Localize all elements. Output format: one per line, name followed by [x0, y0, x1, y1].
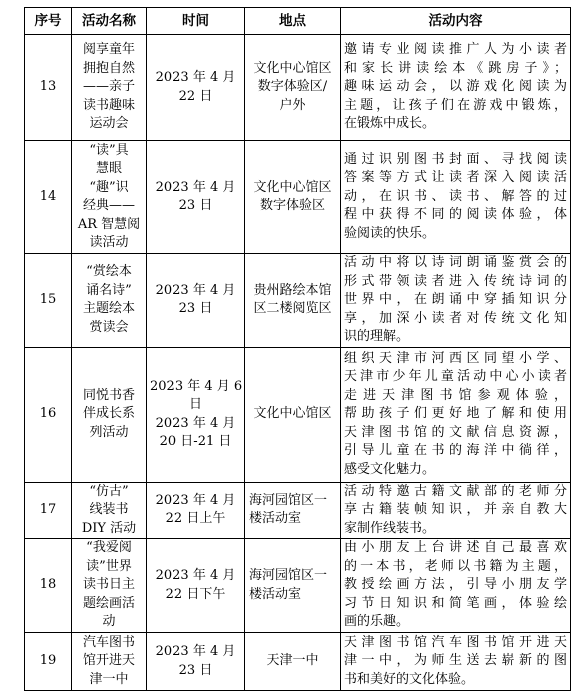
- cell-no: 17: [25, 482, 72, 539]
- text-line: 23 日: [178, 198, 213, 213]
- text-line: 画的乐趣。: [344, 614, 410, 630]
- text-line: 通过识别图书封面、寻找阅读: [344, 151, 567, 167]
- cell-place: [245, 539, 341, 633]
- text-line: “赏绘本: [86, 264, 132, 280]
- cell-content: [341, 633, 571, 691]
- text-line: “读”具: [89, 142, 129, 158]
- text-line: 组织天津市河西区同望小学、: [344, 350, 567, 366]
- text-line: 活动中将以诗词朗诵鉴赏会的: [344, 255, 567, 270]
- text-line: 海河园馆区一: [249, 568, 328, 583]
- text-line: 题绘画活: [82, 595, 135, 611]
- text-line: 天津市少年儿童活动中心小读者: [344, 369, 567, 385]
- cell-time: [147, 141, 245, 254]
- text-line: 享古籍装帧知识，并亲自教大: [344, 502, 567, 517]
- text-line: 教授绘画方法，引导小朋友学: [344, 577, 567, 593]
- text-line: 津一中: [89, 671, 129, 687]
- text-line: 走进天津图书馆参观体验，: [344, 387, 567, 403]
- text-line: 海河园馆区一: [249, 492, 328, 508]
- cell-no: 16: [25, 347, 72, 482]
- text-line: 引导儿童在书的海洋中徜徉，: [344, 443, 567, 459]
- text-line: 2023 年 4 月: [155, 644, 236, 659]
- text-line: 动: [102, 614, 116, 630]
- text-line: 2023 年 4 月: [155, 70, 236, 85]
- text-line: “趣”识: [89, 179, 129, 195]
- cell-content: [341, 347, 571, 482]
- text-line: 诵名诗”: [86, 282, 132, 298]
- text-line: 天津一中: [266, 653, 319, 669]
- cell-content: [341, 254, 571, 348]
- text-line: 2023 年 4 月: [155, 492, 236, 508]
- cell-no: 15: [25, 254, 72, 348]
- text-line: 天津图书馆的文献信息资源，: [344, 424, 567, 440]
- text-line: 汽车图书: [82, 634, 135, 650]
- text-line: 2023 年 4 月: [155, 415, 236, 431]
- cell-place: [245, 482, 341, 539]
- table-body: [25, 35, 571, 691]
- table-row: [25, 539, 571, 633]
- text-line: 22 日: [178, 88, 213, 104]
- text-line: 形式带领读者进入传统诗词的: [344, 273, 567, 289]
- text-line: 2023 年 4 月 6: [150, 378, 243, 394]
- text-line: 贵州路绘本馆: [253, 282, 332, 298]
- text-line: 读书趣味: [82, 97, 135, 113]
- cell-content: [341, 539, 571, 633]
- text-line: 在锻炼中成长。: [344, 116, 436, 132]
- text-line: 答案等方式让读者深入阅读活: [344, 170, 567, 186]
- text-line: “我爱阅: [86, 540, 132, 556]
- header-activity-name: 活动名称: [72, 8, 147, 35]
- text-line: 读书日主: [82, 577, 135, 593]
- text-line: 程中获得不同的阅读体验，体: [344, 207, 567, 223]
- text-line: 楼活动室: [249, 511, 302, 527]
- cell-content: [341, 35, 571, 141]
- text-line: DIY 活动: [81, 520, 137, 536]
- cell-time: [147, 347, 245, 482]
- cell-activity-name: [72, 633, 147, 691]
- cell-no: 18: [25, 539, 72, 633]
- text-line: 帮助孩子们更好地了解和使用: [344, 406, 567, 422]
- text-line: 经典——: [82, 198, 135, 213]
- text-line: 文化中心馆区: [253, 60, 332, 76]
- cell-place: [245, 633, 341, 691]
- cell-content: [341, 482, 571, 539]
- text-line: 2023 年 4 月: [155, 179, 236, 195]
- text-line: 文化中心馆区: [253, 406, 332, 422]
- text-line: 和家长讲读绘本《跳房子》；: [344, 60, 567, 76]
- cell-activity-name: [72, 254, 147, 348]
- text-line: 文化中心馆区: [253, 179, 332, 195]
- header-time: 时间: [147, 8, 245, 35]
- text-line: 阅享童年: [82, 42, 135, 58]
- cell-activity-name: [72, 141, 147, 254]
- cell-no: 13: [25, 35, 72, 141]
- cell-activity-name: [72, 347, 147, 482]
- table-row: [25, 35, 571, 141]
- text-line: 2023 年 4 月: [155, 282, 236, 298]
- cell-place: [245, 347, 341, 482]
- text-line: 23 日: [178, 301, 213, 317]
- cell-activity-name: [72, 35, 147, 141]
- table-row: [25, 254, 571, 348]
- table-row: [25, 482, 571, 539]
- text-line: 23 日: [178, 662, 213, 678]
- text-line: 2023 年 4 月: [155, 568, 236, 583]
- text-line: 伴成长系: [82, 406, 135, 422]
- text-line: 主题绘本: [82, 301, 135, 317]
- table-row: [25, 633, 571, 691]
- cell-activity-name: [72, 539, 147, 633]
- text-line: ——亲子: [82, 79, 135, 95]
- cell-time: [147, 482, 245, 539]
- text-line: 感受文化魅力。: [344, 461, 436, 477]
- text-line: “仿古”: [89, 483, 129, 499]
- text-line: 线装书: [89, 502, 129, 517]
- cell-activity-name: [72, 482, 147, 539]
- table-header-row: [25, 8, 571, 35]
- text-line: 习节日知识和简笔画，体验绘: [344, 595, 567, 611]
- text-line: 邀请专业阅读推广人为小读者: [344, 42, 567, 58]
- cell-time: [147, 35, 245, 141]
- text-line: 主题，让孩子们在游戏中锻炼，: [344, 97, 567, 113]
- text-line: 由小朋友上台讲述自己最喜欢: [344, 540, 567, 556]
- text-line: 赏读会: [89, 319, 129, 335]
- text-line: 运动会: [89, 116, 129, 132]
- cell-no: 14: [25, 141, 72, 254]
- text-line: 验阅读的快乐。: [344, 225, 436, 241]
- text-line: 区二楼阅览区: [253, 301, 332, 317]
- text-line: 读”世界: [86, 558, 132, 574]
- cell-time: [147, 254, 245, 348]
- text-line: 读活动: [89, 235, 129, 250]
- text-line: 识的理解。: [344, 329, 410, 344]
- text-line: 慧眼: [95, 161, 122, 176]
- text-line: 楼活动室: [249, 586, 302, 602]
- text-line: 活动特邀古籍文献部的老师分: [344, 483, 567, 499]
- text-line: 津一中，为师生送去崭新的图: [344, 653, 567, 669]
- text-line: 馆开进天: [82, 653, 135, 669]
- table-row: [25, 141, 571, 254]
- text-line: 趣味运动会，以游戏化阅读为: [344, 79, 567, 95]
- text-line: 书和美好的文化体验。: [344, 671, 475, 687]
- cell-no: 19: [25, 633, 72, 691]
- header-no: 序号: [25, 8, 72, 35]
- text-line: 列活动: [89, 424, 129, 440]
- cell-place: [245, 35, 341, 141]
- text-line: 数字体验区: [259, 198, 325, 213]
- text-line: AR 智慧阅: [77, 216, 141, 232]
- text-line: 享，加深小读者对传统文化知: [344, 310, 567, 326]
- cell-content: [341, 141, 571, 254]
- text-line: 拥抱自然: [82, 60, 135, 76]
- text-line: 日: [188, 397, 202, 412]
- header-place: 地点: [245, 8, 341, 35]
- cell-place: [245, 141, 341, 254]
- activity-table: [24, 7, 571, 691]
- cell-time: [147, 633, 245, 691]
- text-line: 20 日-21 日: [159, 434, 232, 449]
- text-line: 22 日下午: [165, 586, 226, 602]
- text-line: 户外: [279, 97, 306, 113]
- text-line: 数字体验区/: [257, 79, 328, 95]
- text-line: 同悦书香: [82, 387, 135, 403]
- table-row: [25, 347, 571, 482]
- text-line: 22 日上午: [165, 511, 226, 527]
- cell-place: [245, 254, 341, 348]
- text-line: 世界中，在朗诵中穿插知识分: [344, 292, 567, 307]
- text-line: 动，在识书、读书、解答的过: [344, 188, 567, 204]
- cell-time: [147, 539, 245, 633]
- text-line: 的一本书，老师以书籍为主题，: [344, 558, 567, 574]
- text-line: 天津图书馆汽车图书馆开进天: [344, 634, 567, 650]
- header-content: 活动内容: [341, 8, 571, 35]
- document-page: [24, 7, 570, 691]
- text-line: 家制作线装书。: [344, 520, 436, 536]
